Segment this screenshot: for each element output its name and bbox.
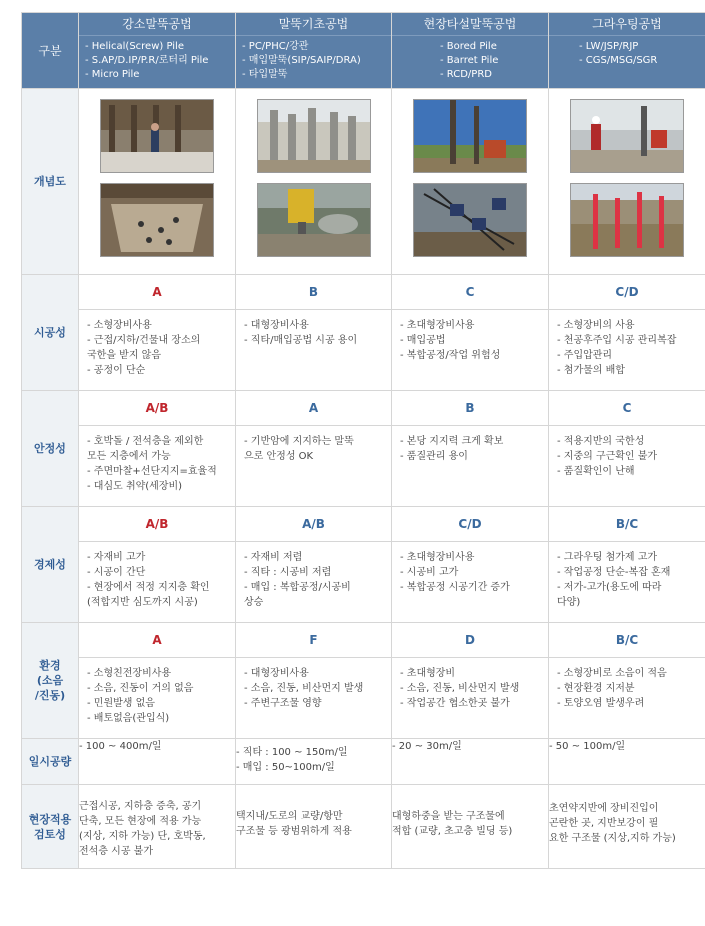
site-photo-bored-2 (413, 183, 527, 257)
method-header-pile (236, 13, 392, 89)
criteria-item: - 복합공정 시공기간 증가 (400, 580, 542, 595)
grade-value: C (392, 275, 548, 310)
method-title: 그라우팅공법 (549, 13, 705, 36)
grade-cell (79, 623, 236, 739)
grade-value: B (236, 275, 391, 310)
criteria-item: - 품질관리 용이 (400, 449, 542, 464)
daily-output-value: - 100 ~ 400m/일 (79, 739, 235, 754)
criteria-item: 국한을 받지 않음 (87, 348, 229, 363)
daily-output-cell (236, 739, 392, 785)
field-fit-cell (549, 785, 705, 869)
criteria-item: - 주면마찰+선단지지=효율적 (87, 464, 229, 479)
criteria-item: 으로 안정성 OK (244, 449, 385, 464)
method-subtype: - Barret Pile (440, 54, 542, 68)
criteria-item: - 그라우팅 첨가제 고가 (557, 550, 699, 565)
method-header-helical (79, 13, 236, 89)
criteria-item: - 천공후주입 시공 관리복잡 (557, 333, 699, 348)
daily-output-value: - 직타 : 100 ~ 150m/일 (236, 745, 391, 760)
grade-cell (236, 391, 392, 507)
criteria-item: - 대형장비사용 (244, 666, 385, 681)
field-fit-row (22, 785, 705, 869)
criteria-row-construction (22, 275, 705, 391)
site-photo-bored-1 (413, 99, 527, 173)
method-subtype: - Micro Pile (85, 68, 229, 82)
field-fit-line: 초연약지반에 장비진입이 (549, 801, 705, 816)
grade-cell (392, 623, 549, 739)
criteria-item: 다양) (557, 595, 699, 610)
grade-value: A (79, 275, 235, 310)
criteria-item: - 토양오염 발생우려 (557, 696, 699, 711)
method-subtype: - RCD/PRD (440, 68, 542, 82)
daily-output-cell (392, 739, 549, 785)
grade-cell (392, 507, 549, 623)
grade-value: B (392, 391, 548, 426)
field-fit-cell (392, 785, 549, 869)
method-title: 말뚝기초공법 (236, 13, 391, 36)
grade-value: A/B (236, 507, 391, 542)
grade-value: A/B (79, 391, 235, 426)
criteria-item: - 첨가물의 배합 (557, 363, 699, 378)
grade-cell (236, 623, 392, 739)
criteria-item: - 현장환경 지저분 (557, 681, 699, 696)
method-subtype: - LW/JSP/RJP (579, 40, 699, 54)
criteria-row-economy (22, 507, 705, 623)
criteria-row-stability (22, 391, 705, 507)
field-fit-line: 근접시공, 지하층 증축, 공기 (79, 799, 235, 814)
daily-output-value: - 50 ~ 100m/일 (549, 739, 705, 754)
method-subtype: - 매입말뚝(SIP/SAIP/DRA) (242, 54, 385, 68)
criteria-item: - 품질확인이 난해 (557, 464, 699, 479)
grade-cell (549, 507, 705, 623)
grade-value: B/C (549, 623, 705, 658)
criteria-item: - 시공이 간단 (87, 565, 229, 580)
criteria-item: - 직타/매입공법 시공 용이 (244, 333, 385, 348)
grade-value: C/D (392, 507, 548, 542)
criteria-item: - 대형장비사용 (244, 318, 385, 333)
comparison-table (21, 12, 705, 869)
method-header-grout (549, 13, 705, 89)
row-label: 시공성 (22, 275, 79, 391)
grade-value: B/C (549, 507, 705, 542)
method-header-bored (392, 13, 549, 89)
field-fit-cell (236, 785, 392, 869)
row-label: 경제성 (22, 507, 79, 623)
criteria-item: - 소형친전장비사용 (87, 666, 229, 681)
criteria-item: - 주입압관리 (557, 348, 699, 363)
grade-cell (79, 507, 236, 623)
criteria-item: - 호박돌 / 전석층을 제외한 (87, 434, 229, 449)
field-fit-line: 적합 (교량, 초고층 빌딩 등) (392, 824, 548, 839)
criteria-item: - 초대형장비사용 (400, 318, 542, 333)
criteria-item: - 시공비 고가 (400, 565, 542, 580)
criteria-item: - 매입공법 (400, 333, 542, 348)
criteria-row-environment (22, 623, 705, 739)
daily-output-value: - 20 ~ 30m/일 (392, 739, 548, 754)
criteria-item: - 소음, 진동, 비산먼지 발생 (400, 681, 542, 696)
criteria-item: - 저가-고가(용도에 따라 (557, 580, 699, 595)
photo-cell (549, 89, 705, 275)
criteria-item: - 대심도 취약(세장비) (87, 479, 229, 494)
grade-cell (392, 275, 549, 391)
criteria-item: - 소형장비사용 (87, 318, 229, 333)
field-fit-line: (지상, 지하 가능) 단, 호박동, (79, 829, 235, 844)
grade-cell (236, 507, 392, 623)
criteria-item: - 복합공정/작업 위험성 (400, 348, 542, 363)
criteria-item: - 본당 지지력 크게 확보 (400, 434, 542, 449)
header-row (22, 13, 705, 89)
method-subtype: - Bored Pile (440, 40, 542, 54)
daily-output-value: - 매입 : 50~100m/일 (236, 760, 391, 775)
criteria-item: - 직타 : 시공비 저렴 (244, 565, 385, 580)
site-photo-grout-2 (570, 183, 684, 257)
site-photo-pile-2 (257, 183, 371, 257)
criteria-item: - 자재비 저렴 (244, 550, 385, 565)
header-corner: 구분 (22, 13, 79, 89)
field-fit-line: 곤란한 곳, 지반보강이 필 (549, 816, 705, 831)
method-subtype: - Helical(Screw) Pile (85, 40, 229, 54)
criteria-item: - 공정이 단순 (87, 363, 229, 378)
grade-value: A (236, 391, 391, 426)
field-fit-line: 전석층 시공 불가 (79, 844, 235, 859)
grade-value: C (549, 391, 705, 426)
site-photo-grout-1 (570, 99, 684, 173)
row-label: 안정성 (22, 391, 79, 507)
site-photo-helical-2 (100, 183, 214, 257)
site-photo-pile-1 (257, 99, 371, 173)
criteria-item: - 배토없음(관입식) (87, 711, 229, 726)
criteria-item: - 현장에서 적정 지지층 확인 (87, 580, 229, 595)
criteria-item: - 민원발생 없음 (87, 696, 229, 711)
criteria-item: - 매입 : 복합공정/시공비 (244, 580, 385, 595)
criteria-item: - 자재비 고가 (87, 550, 229, 565)
field-fit-cell (79, 785, 236, 869)
method-subtype: - PC/PHC/강관 (242, 40, 385, 54)
concept-row (22, 89, 705, 275)
method-subtype: - 타입말뚝 (242, 68, 385, 82)
grade-value: C/D (549, 275, 705, 310)
criteria-item: (적합지반 심도까지 시공) (87, 595, 229, 610)
method-subtype: - S.AP/D.IP/P.R/로터리 Pile (85, 54, 229, 68)
site-photo-helical-1 (100, 99, 214, 173)
daily-output-cell (549, 739, 705, 785)
criteria-item: - 소형장비의 사용 (557, 318, 699, 333)
row-label: 환경 (소음 /진동) (22, 623, 79, 739)
criteria-item: - 적용지반의 국한성 (557, 434, 699, 449)
criteria-item: - 소형장비로 소음이 적음 (557, 666, 699, 681)
daily-output-cell (79, 739, 236, 785)
row-label: 개념도 (22, 89, 79, 275)
grade-cell (549, 391, 705, 507)
field-fit-line: 대형하중을 받는 구조물에 (392, 809, 548, 824)
criteria-item: - 초대형장비 (400, 666, 542, 681)
criteria-item: - 소음, 진동, 비산먼지 발생 (244, 681, 385, 696)
field-fit-line: 구조물 등 광범위하게 적용 (236, 824, 391, 839)
grade-cell (549, 623, 705, 739)
criteria-item: 상승 (244, 595, 385, 610)
grade-cell (549, 275, 705, 391)
method-title: 현장타설말뚝공법 (392, 13, 548, 36)
field-fit-line: 택지내/도로의 교량/항만 (236, 809, 391, 824)
criteria-item: - 주변구조물 영향 (244, 696, 385, 711)
criteria-item: 모든 지층에서 가능 (87, 449, 229, 464)
method-subtype: - CGS/MSG/SGR (579, 54, 699, 68)
grade-value: A (79, 623, 235, 658)
grade-cell (79, 275, 236, 391)
grade-cell (79, 391, 236, 507)
criteria-item: - 기반암에 지지하는 말뚝 (244, 434, 385, 449)
photo-cell (392, 89, 549, 275)
criteria-item: - 작업공간 협소한곳 불가 (400, 696, 542, 711)
criteria-item: - 지중의 구근확인 불가 (557, 449, 699, 464)
photo-cell (236, 89, 392, 275)
field-fit-line: 단축, 모든 현장에 적용 가능 (79, 814, 235, 829)
grade-value: A/B (79, 507, 235, 542)
grade-cell (236, 275, 392, 391)
row-label: 일시공량 (22, 739, 79, 785)
criteria-item: - 초대형장비사용 (400, 550, 542, 565)
daily-output-row (22, 739, 705, 785)
photo-cell (79, 89, 236, 275)
criteria-item: - 근접/지하/건물내 장소의 (87, 333, 229, 348)
criteria-item: - 소음, 진동이 거의 없음 (87, 681, 229, 696)
grade-value: D (392, 623, 548, 658)
grade-cell (392, 391, 549, 507)
criteria-item: - 작업공정 단순-복잡 혼재 (557, 565, 699, 580)
method-title: 강소말뚝공법 (79, 13, 235, 36)
field-fit-line: 요한 구조물 (지상,지하 가능) (549, 831, 705, 846)
grade-value: F (236, 623, 391, 658)
row-label: 현장적용 검토성 (22, 785, 79, 869)
